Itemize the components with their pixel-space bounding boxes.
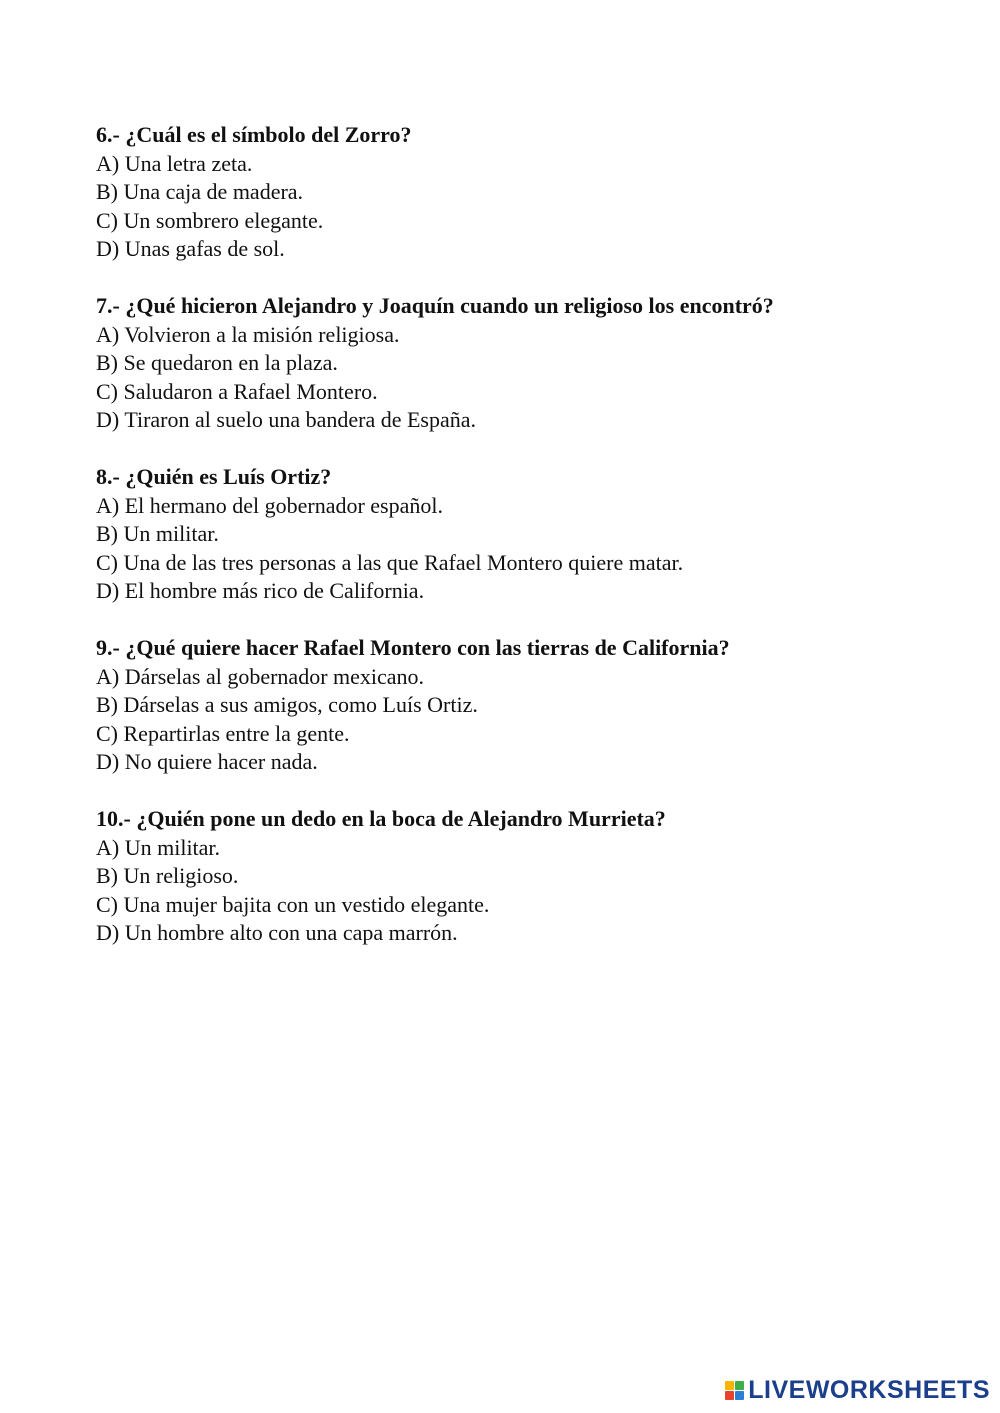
option-c[interactable]: C) Un sombrero elegante. <box>96 207 324 233</box>
options-list <box>96 492 956 606</box>
question-title: 7.- ¿Qué hicieron Alejandro y Joaquín cuando un religioso los encontró? <box>96 293 774 318</box>
question-6 <box>96 121 956 264</box>
logo-square-i <box>735 1381 744 1390</box>
option-c[interactable]: C) Una de las tres personas a las que Rafael Montero quiere matar. <box>96 549 684 575</box>
logo-square-l <box>725 1381 734 1390</box>
logo-square-e <box>735 1391 744 1400</box>
option-b[interactable]: B) Dárselas a sus amigos, como Luís Ortiz. <box>96 692 478 717</box>
options-list <box>96 150 956 264</box>
question-7 <box>96 292 956 435</box>
question-title: 9.- ¿Qué quiere hacer Rafael Montero con las tierras de California? <box>96 635 730 660</box>
options-list <box>96 834 956 948</box>
option-a[interactable]: A) Un militar. <box>96 834 221 860</box>
option-a[interactable]: A) El hermano del gobernador español. <box>96 492 443 518</box>
question-title: 8.- ¿Quién es Luís Ortiz? <box>96 464 332 489</box>
liveworksheets-brand[interactable] <box>725 1376 990 1405</box>
question-9 <box>96 634 956 777</box>
option-d[interactable]: D) Un hombre alto con una capa marrón. <box>96 920 458 945</box>
option-a[interactable]: A) Dárselas al gobernador mexicano. <box>96 663 425 689</box>
option-a[interactable]: A) Una letra zeta. <box>96 150 253 176</box>
option-d[interactable]: D) Tiraron al suelo una bandera de España. <box>96 407 477 432</box>
option-c[interactable]: C) Una mujer bajita con un vestido elegante. <box>96 891 490 917</box>
liveworksheets-logo-icon <box>725 1381 744 1400</box>
brand-text: LIVEWORKSHEETS <box>748 1376 990 1404</box>
option-b[interactable]: B) Un militar. <box>96 521 219 546</box>
worksheet <box>96 121 956 976</box>
logo-square-v <box>725 1391 734 1400</box>
option-d[interactable]: D) El hombre más rico de California. <box>96 578 425 603</box>
option-c[interactable]: C) Saludaron a Rafael Montero. <box>96 378 378 404</box>
options-list <box>96 321 956 435</box>
question-title: 6.- ¿Cuál es el símbolo del Zorro? <box>96 122 412 147</box>
question-title: 10.- ¿Quién pone un dedo en la boca de Alejandro Murrieta? <box>96 806 666 831</box>
option-b[interactable]: B) Se quedaron en la plaza. <box>96 350 338 375</box>
option-b[interactable]: B) Un religioso. <box>96 863 239 888</box>
question-8 <box>96 463 956 606</box>
option-a[interactable]: A) Volvieron a la misión religiosa. <box>96 321 400 347</box>
option-c[interactable]: C) Repartirlas entre la gente. <box>96 720 350 746</box>
option-d[interactable]: D) Unas gafas de sol. <box>96 236 285 261</box>
options-list <box>96 663 956 777</box>
option-d[interactable]: D) No quiere hacer nada. <box>96 749 318 774</box>
option-b[interactable]: B) Una caja de madera. <box>96 179 304 204</box>
question-10 <box>96 805 956 948</box>
